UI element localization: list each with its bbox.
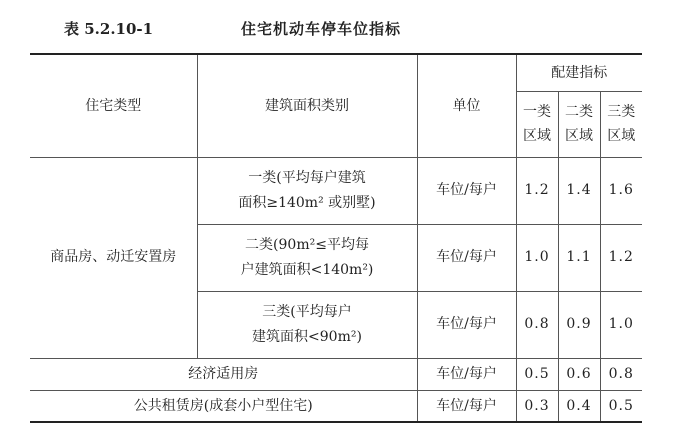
value-zone-3: 1.6	[600, 157, 642, 224]
unit-cell: 车位/每户	[417, 358, 516, 390]
housing-type-commercial: 商品房、动迁安置房	[30, 157, 197, 358]
unit-cell: 车位/每户	[417, 224, 516, 291]
area-category-1: 一类(平均每户建筑 面积≥140m² 或别墅)	[197, 157, 417, 224]
housing-type-rental: 公共租赁房(成套小户型住宅)	[30, 390, 417, 422]
housing-type-affordable: 经济适用房	[30, 358, 417, 390]
header-area-category: 建筑面积类别	[197, 54, 417, 157]
value-zone-1: 0.5	[516, 358, 558, 390]
area-category-3: 三类(平均每户 建筑面积<90m²)	[197, 291, 417, 358]
value-zone-2: 0.6	[558, 358, 600, 390]
header-unit: 单位	[417, 54, 516, 157]
value-zone-1: 0.8	[516, 291, 558, 358]
value-zone-1: 1.0	[516, 224, 558, 291]
value-zone-3: 1.2	[600, 224, 642, 291]
unit-cell: 车位/每户	[417, 157, 516, 224]
header-zone-1: 一类 区域	[516, 91, 558, 157]
unit-cell: 车位/每户	[417, 390, 516, 422]
header-housing-type: 住宅类型	[30, 54, 197, 157]
table-row	[30, 358, 642, 390]
value-zone-1: 1.2	[516, 157, 558, 224]
table-row	[30, 390, 642, 422]
table-row	[30, 157, 642, 224]
value-zone-2: 0.4	[558, 390, 600, 422]
parking-indicator-table	[30, 53, 642, 423]
header-zone-2: 二类 区域	[558, 91, 600, 157]
value-zone-3: 0.8	[600, 358, 642, 390]
header-indicator: 配建指标	[516, 54, 642, 91]
table-number: 表 5.2.10-1	[64, 20, 154, 38]
value-zone-3: 0.5	[600, 390, 642, 422]
header-zone-3: 三类 区域	[600, 91, 642, 157]
value-zone-1: 0.3	[516, 390, 558, 422]
value-zone-2: 1.4	[558, 157, 600, 224]
value-zone-2: 0.9	[558, 291, 600, 358]
value-zone-2: 1.1	[558, 224, 600, 291]
area-category-2: 二类(90m²≤平均每 户建筑面积<140m²)	[197, 224, 417, 291]
unit-cell: 车位/每户	[417, 291, 516, 358]
table-title: 住宅机动车停车位指标	[241, 20, 402, 38]
value-zone-3: 1.0	[600, 291, 642, 358]
